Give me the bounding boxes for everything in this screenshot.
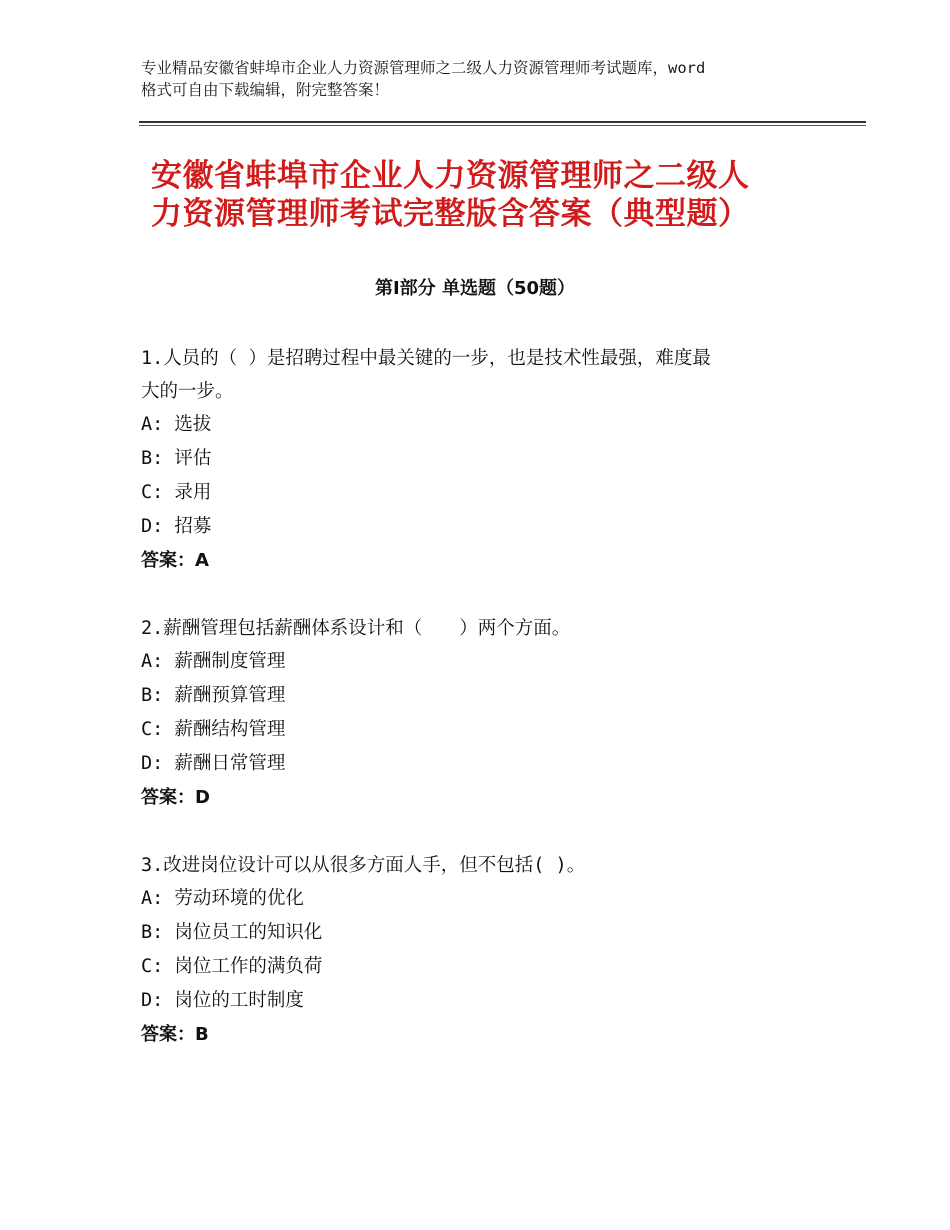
answer-label: 答案：D <box>141 787 210 808</box>
header-note <box>141 57 831 101</box>
question-list <box>141 342 821 1086</box>
question-item <box>141 612 821 815</box>
question-stem: 3.改进岗位设计可以从很多方面人手，但不包括( )。 <box>141 855 586 876</box>
option-a: A: 薪酬制度管理 <box>141 651 286 672</box>
header-divider <box>139 121 866 127</box>
document-title-line: 安徽省蚌埠市企业人力资源管理师之二级人 <box>151 158 750 194</box>
option-a: A: 选拔 <box>141 414 212 435</box>
option-c: C: 录用 <box>141 482 212 503</box>
header-note-line: 专业精品安徽省蚌埠市企业人力资源管理师之二级人力资源管理师考试题库，word <box>141 59 706 77</box>
answer-label: 答案：A <box>141 550 209 571</box>
question-stem: 大的一步。 <box>141 381 234 402</box>
option-d: D: 薪酬日常管理 <box>141 753 286 774</box>
option-a: A: 劳动环境的优化 <box>141 888 304 909</box>
question-stem: 2.薪酬管理包括薪酬体系设计和（ ）两个方面。 <box>141 618 571 639</box>
header-note-line: 格式可自由下载编辑，附完整答案！ <box>141 81 390 99</box>
answer-label: 答案：B <box>141 1024 209 1045</box>
question-item <box>141 342 821 578</box>
document-title <box>151 157 831 233</box>
option-c: C: 岗位工作的满负荷 <box>141 956 323 977</box>
question-stem: 1.人员的（ ）是招聘过程中最关键的一步，也是技术性最强，难度最 <box>141 348 711 369</box>
question-item <box>141 849 821 1052</box>
option-d: D: 招募 <box>141 516 212 537</box>
option-c: C: 薪酬结构管理 <box>141 719 286 740</box>
section-heading: 第Ⅰ部分 单选题（50题） <box>374 278 575 299</box>
option-b: B: 薪酬预算管理 <box>141 685 286 706</box>
header-divider-thick <box>139 121 866 123</box>
header-divider-thin <box>139 125 866 126</box>
option-b: B: 岗位员工的知识化 <box>141 922 323 943</box>
option-d: D: 岗位的工时制度 <box>141 990 304 1011</box>
option-b: B: 评估 <box>141 448 212 469</box>
document-title-line: 力资源管理师考试完整版含答案（典型题） <box>151 196 750 232</box>
